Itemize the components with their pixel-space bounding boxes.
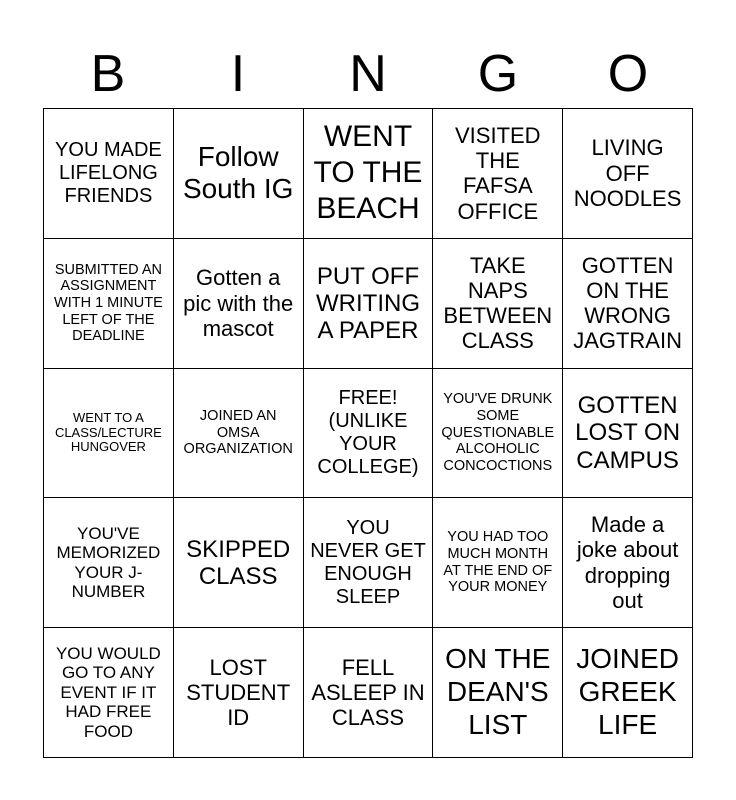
bingo-cell[interactable]: YOU HAD TOO MUCH MONTH AT THE END OF YOUR MONEY	[433, 498, 563, 628]
bingo-cell[interactable]: LOST STUDENT ID	[174, 628, 304, 758]
bingo-cell[interactable]: YOU MADE LIFELONG FRIENDS	[44, 109, 174, 239]
bingo-cell[interactable]: ON THE DEAN'S LIST	[433, 628, 563, 758]
bingo-cell[interactable]: JOINED AN OMSA ORGANIZATION	[174, 369, 304, 499]
bingo-cell[interactable]: TAKE NAPS BETWEEN CLASS	[433, 239, 563, 369]
bingo-cell[interactable]: Made a joke about dropping out	[563, 498, 693, 628]
header-letter-i: I	[230, 45, 246, 103]
header-letter-g: G	[477, 45, 519, 103]
header-letter-o: O	[607, 45, 649, 103]
header-letter-n: N	[349, 45, 387, 103]
bingo-cell[interactable]: SUBMITTED AN ASSIGNMENT WITH 1 MINUTE LEFT OF THE DEADLINE	[44, 239, 174, 369]
bingo-header	[43, 40, 693, 108]
bingo-cell[interactable]: GOTTEN ON THE WRONG JAGTRAIN	[563, 239, 693, 369]
bingo-cell[interactable]: VISITED THE FAFSA OFFICE	[433, 109, 563, 239]
bingo-cell[interactable]: LIVING OFF NOODLES	[563, 109, 693, 239]
bingo-cell[interactable]: SKIPPED CLASS	[174, 498, 304, 628]
free-space[interactable]: FREE! (UNLIKE YOUR COLLEGE)	[304, 369, 434, 499]
bingo-cell[interactable]: Gotten a pic with the mascot	[174, 239, 304, 369]
bingo-cell[interactable]: YOU'VE DRUNK SOME QUESTIONABLE ALCOHOLIC CONCOCTIONS	[433, 369, 563, 499]
bingo-cell[interactable]: FELL ASLEEP IN CLASS	[304, 628, 434, 758]
bingo-cell[interactable]: PUT OFF WRITING A PAPER	[304, 239, 434, 369]
bingo-cell[interactable]: Follow South IG	[174, 109, 304, 239]
bingo-cell[interactable]: YOU NEVER GET ENOUGH SLEEP	[304, 498, 434, 628]
bingo-cell[interactable]: JOINED GREEK LIFE	[563, 628, 693, 758]
header-letter-b: B	[90, 45, 126, 103]
bingo-cell[interactable]: YOU'VE MEMORIZED YOUR J-NUMBER	[44, 498, 174, 628]
bingo-board	[43, 108, 693, 758]
bingo-cell[interactable]: WENT TO A CLASS/LECTURE HUNGOVER	[44, 369, 174, 499]
bingo-cell[interactable]: WENT TO THE BEACH	[304, 109, 434, 239]
bingo-cell[interactable]: GOTTEN LOST ON CAMPUS	[563, 369, 693, 499]
bingo-cell[interactable]: YOU WOULD GO TO ANY EVENT IF IT HAD FREE FOOD	[44, 628, 174, 758]
